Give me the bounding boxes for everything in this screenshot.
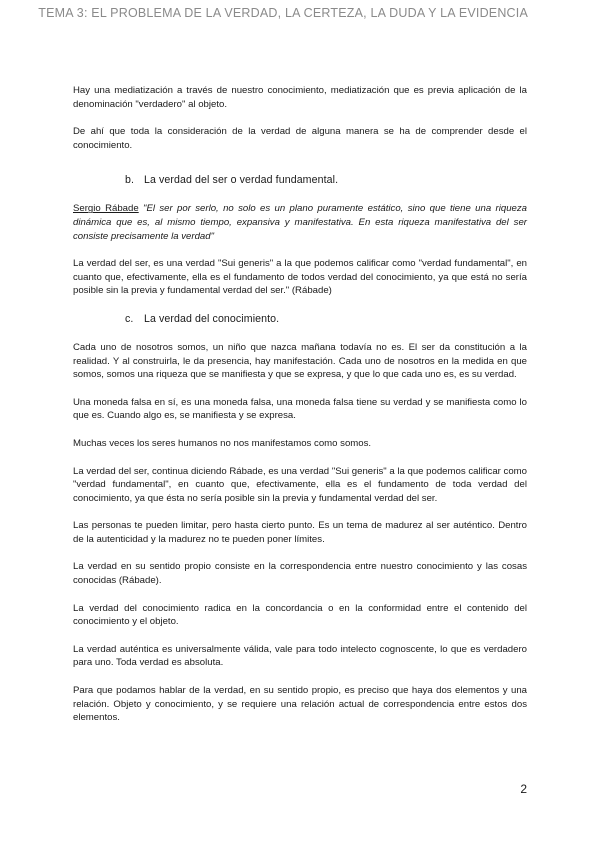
paragraph: La verdad auténtica es universalmente válida, vale para todo intelecto cognoscente, lo que es verdadero para uno. Toda verdad es absoluta. (73, 643, 527, 669)
section-title: La verdad del conocimiento. (144, 312, 280, 325)
quote-text: "El ser por serlo, no solo es un plano puramente estático, sino que tiene una riqueza dinámica que es, al mismo tiempo, expansiva y manifestativa. En esta riqueza manifestativa del ser consiste precisamente la verdad" (73, 203, 527, 242)
section-letter: b. (125, 174, 135, 187)
quote-author: Sergio Rábade (73, 203, 139, 215)
paragraph: De ahí que toda la consideración de la verdad de alguna manera se ha de comprender desde el conocimiento. (73, 126, 527, 151)
paragraph: Muchas veces los seres humanos no nos manifestamos como somos. (73, 437, 372, 449)
paragraph: La verdad en su sentido propio consiste en la correspondencia entre nuestro conocimiento y las cosas conocidas (Rábade). (73, 561, 527, 587)
paragraph: Las personas te pueden limitar, pero hasta cierto punto. Es un tema de madurez al ser auténtico. Dentro de la autenticidad y la madurez no te pueden poner límites. (73, 520, 527, 545)
paragraph: Hay una mediatización a través de nuestro conocimiento, mediatización que es previa aplicación de la denominación "verdadero" al objeto. (73, 85, 527, 110)
section-letter: c. (125, 312, 134, 325)
section-heading-b (125, 173, 527, 187)
paragraph: Cada uno de nosotros somos, un niño que nazca mañana todavía no es. El ser da constitución a la realidad. Y al construirla, le da presencia, hay manifestación. Cada uno de nosotros en la medida en que somos, somos una riqueza que se manifiesta y que se expresa, y que lo que cada uno es, es su verdad. (73, 341, 527, 381)
section-heading-c (125, 312, 527, 326)
section-title: La verdad del ser o verdad fundamental. (144, 174, 339, 187)
paragraph: La verdad del ser, es una verdad "Sui generis" a la que podemos calificar como "verdad fundamental", en cuanto que, efectivamente, ella es el fundamento de todos verdad del conocimiento, ya que está no sería posible sin la previa y fundamental verdad del ser." (Rábade) (73, 258, 527, 297)
page-number: 2 (520, 782, 527, 796)
paragraph: La verdad del conocimiento radica en la concordancia o en la conformidad entre el contenido del conocimiento y el objeto. (73, 602, 527, 628)
document-body (73, 84, 527, 739)
paragraph: Para que podamos hablar de la verdad, en su sentido propio, es preciso que haya dos elementos y una relación. Objeto y conocimiento, y se requiere una relación actual de correspondencia entre estos dos elementos. (73, 685, 527, 724)
quote-paragraph (73, 202, 527, 243)
paragraph: Una moneda falsa en sí, es una moneda falsa, una moneda falsa tiene su verdad y se manifiesta como lo que es. Cuando algo es, se manifiesta y se expresa. (73, 396, 527, 422)
paragraph: La verdad del ser, continua diciendo Rábade, es una verdad "Sui generis" a la que podemos calificar como "verdad fundamental", en cuanto que, efectivamente, ella es el fundamento de toda verdad del conocimiento, ya que ésta no sería posible sin la previa y fundamental verdad del ser. (73, 465, 527, 504)
page-header: TEMA 3: EL PROBLEMA DE LA VERDAD, LA CERTEZA, LA DUDA Y LA EVIDENCIA (38, 6, 528, 20)
